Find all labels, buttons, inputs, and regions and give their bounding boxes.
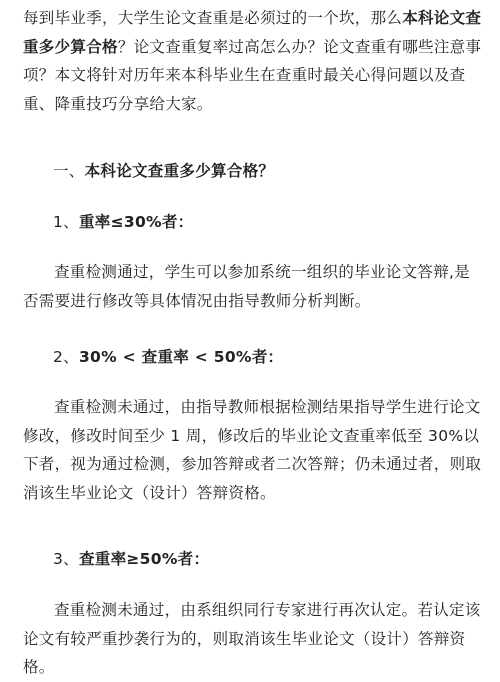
item3-heading	[53, 545, 500, 574]
item1-number: 1、	[53, 213, 79, 231]
item2-heading	[53, 343, 500, 372]
item3-body: 查重检测未通过，由系组织同行专家进行再次认定。若认定该论文有较严重抄袭行为的，则取消该生毕业论文（设计）答辩资格。	[23, 601, 481, 676]
item1-title: 重率≤30%者：	[78, 213, 194, 231]
section-number: 一、	[53, 162, 85, 180]
intro-text-before: 每到毕业季，大学生论文查重是必须过的一个坎，那么	[23, 9, 403, 27]
item3-number: 3、	[53, 550, 79, 568]
section-title: 本科论文查重多少算合格？	[84, 162, 275, 180]
intro-text-after: ？论文查重复率过高怎么办？论文查重有哪些注意事项？本文将针对历年来本科毕业生在查重时最关心得问题以及查重、降重技巧分享给大家。	[23, 37, 482, 113]
item3-title: 查重率≥50%者：	[78, 550, 210, 568]
item1-heading	[53, 208, 500, 237]
item1-body: 查重检测通过，学生可以参加系统一组织的毕业论文答辩,是否需要进行修改等具体情况由指导教师分析判断。	[23, 263, 471, 310]
intro-paragraph	[23, 4, 485, 118]
item2-title: 30% < 查重率 < 50%者：	[78, 348, 284, 366]
intro-highlight: 本科论文查重多少算合格	[23, 9, 482, 56]
section-heading	[53, 157, 500, 186]
item2-number: 2、	[53, 348, 79, 366]
item2-body: 查重检测未通过，由指导教师根据检测结果指导学生进行论文修改，修改时间至少 1 周，修改后的毕业论文查重率低至 30%以下者，视为通过检测，参加答辩或者二次答辩；仍未通过者，则取消该生毕业论文（设计）答辩资格。	[23, 398, 482, 502]
